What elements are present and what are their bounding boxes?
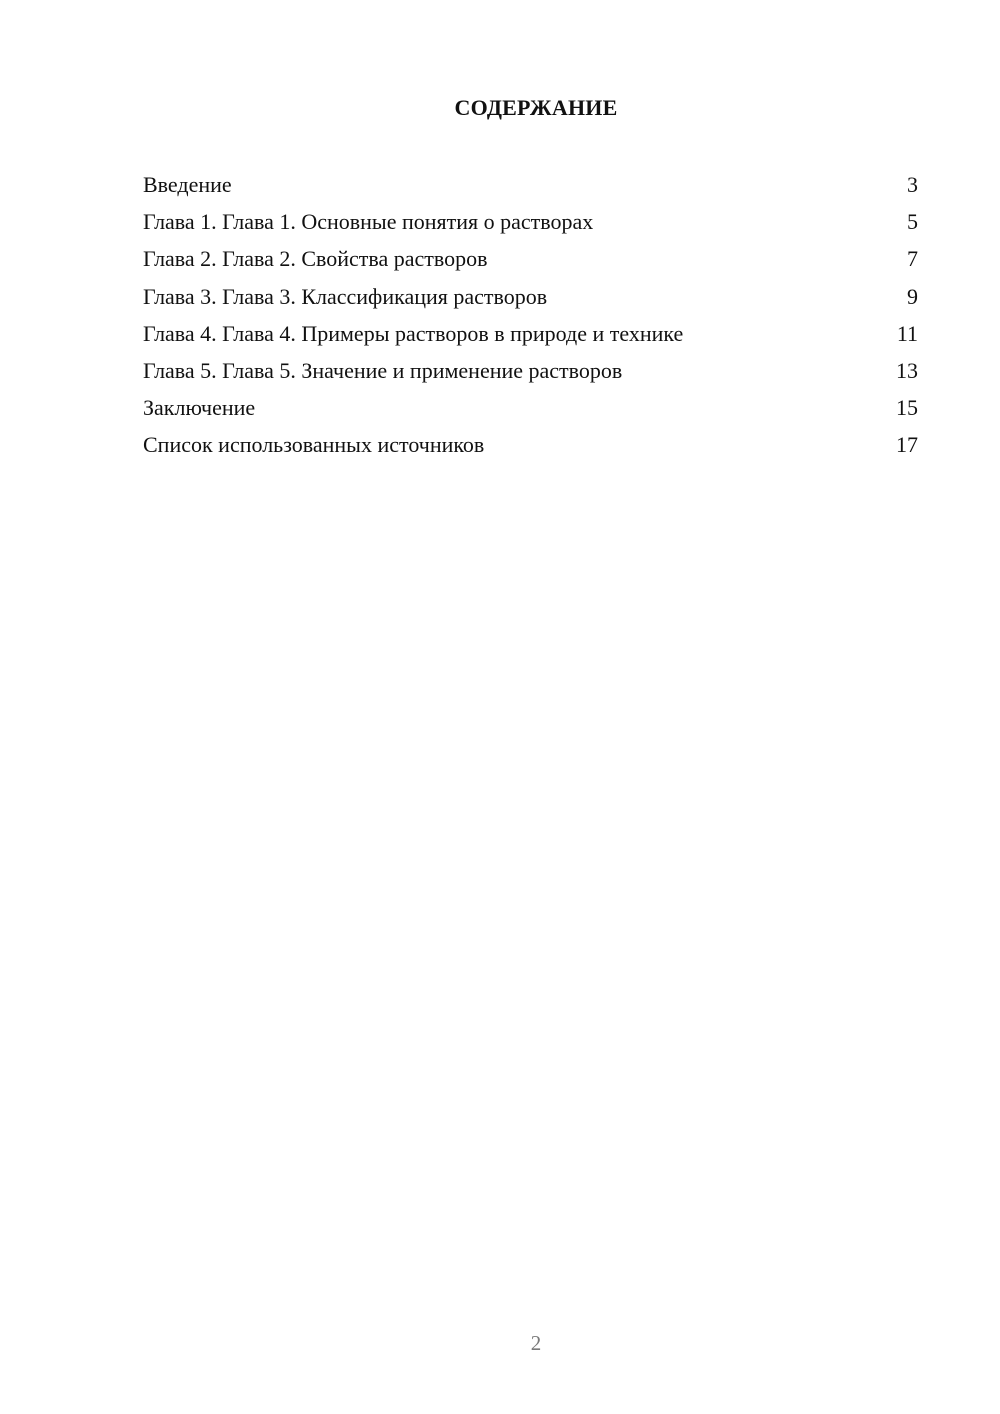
toc-entry-chapter-4[interactable] xyxy=(143,315,918,352)
toc-entry-chapter-1[interactable] xyxy=(143,203,918,240)
toc-entry-page: 17 xyxy=(896,432,918,458)
toc-entry-references[interactable] xyxy=(143,426,918,463)
toc-entry-page: 7 xyxy=(907,246,918,272)
toc-entry-label: Глава 1. Глава 1. Основные понятия о растворах xyxy=(143,209,594,235)
toc-entry-conclusion[interactable] xyxy=(143,389,918,426)
toc-entry-label: Список использованных источников xyxy=(143,432,485,458)
toc-entry-label: Введение xyxy=(143,172,232,197)
toc-entry-label: Глава 2. Глава 2. Свойства растворов xyxy=(143,246,488,272)
page-number: 2 xyxy=(530,1331,542,1355)
toc-entry-label: Заключение xyxy=(143,395,256,421)
toc-title: СОДЕРЖАНИЕ xyxy=(454,95,618,120)
toc-entry-page: 11 xyxy=(896,320,918,346)
toc-entry-label: Глава 3. Глава 3. Классификация растворов xyxy=(143,283,548,309)
toc-list xyxy=(143,166,918,464)
toc-entry-page: 13 xyxy=(896,357,918,383)
toc-entry-page: 15 xyxy=(896,395,918,421)
toc-entry-page: 9 xyxy=(907,283,918,309)
toc-entry-page: 5 xyxy=(907,209,918,235)
toc-entry-label: Глава 4. Глава 4. Примеры растворов в природе и технике xyxy=(143,320,684,346)
toc-entry-chapter-2[interactable] xyxy=(143,240,918,277)
toc-entry-page: 3 xyxy=(907,172,918,197)
toc-entry-chapter-5[interactable] xyxy=(143,352,918,389)
toc-entry-introduction[interactable] xyxy=(143,166,918,203)
toc-entry-chapter-3[interactable] xyxy=(143,278,918,315)
toc-entry-label: Глава 5. Глава 5. Значение и применение растворов xyxy=(143,357,623,383)
